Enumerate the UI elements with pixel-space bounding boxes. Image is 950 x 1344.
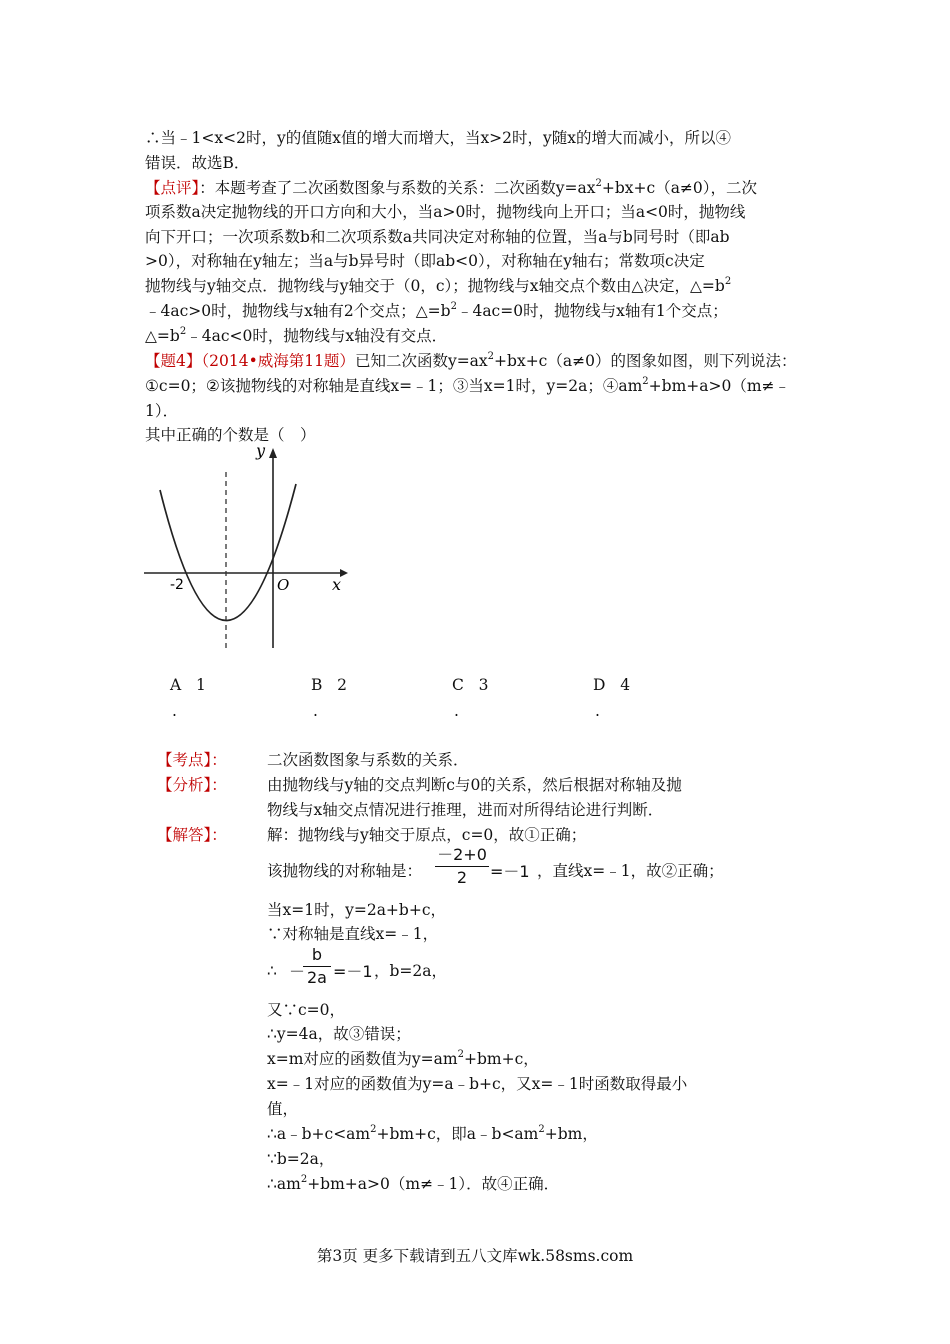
y-axis-label: y	[256, 442, 266, 460]
x-axis-arrow-icon	[340, 569, 348, 577]
superscript: 2	[487, 351, 495, 362]
problem-line-3: 1）．	[145, 402, 179, 420]
comment-line-6	[145, 299, 728, 324]
fraction-2-minus: －	[289, 962, 306, 981]
fenxi-line-1: 由抛物线与y轴的交点判断c与0的关系，然后根据对称轴及抛	[267, 776, 682, 794]
jieda-line-4: ∵对称轴是直线x=﹣1，	[267, 925, 439, 943]
jieda-line-5b: ，b=2a，	[374, 962, 448, 980]
x-axis-label: x	[332, 575, 342, 594]
option-dot: .	[595, 702, 600, 720]
jieda-line-1: 解：抛物线与y轴交于原点，c=0，故①正确；	[267, 826, 587, 844]
fraction-1-bar	[435, 866, 489, 867]
superscript: 2	[450, 301, 457, 312]
page-footer: 第3页 更多下载请到五八文库wk.58sms.com	[316, 1247, 634, 1265]
superscript: 2	[538, 1124, 545, 1135]
comment-text: ：本题考查了二次函数图象与系数的关系：二次函数y=ax	[199, 179, 596, 197]
option-dot: .	[172, 702, 177, 720]
jieda-line-13	[267, 1172, 559, 1197]
jieda-text: +bm+c，	[464, 1050, 539, 1068]
jieda-text: +bm，	[544, 1125, 598, 1143]
comment-text: △=b	[145, 327, 180, 345]
option-a[interactable]	[170, 676, 206, 694]
superscript: 2	[595, 178, 602, 189]
problem-line-4: 其中正确的个数是（ ）	[145, 426, 316, 444]
jieda-text: +bm+a>0（m≠﹣1）．故④正确．	[307, 1175, 560, 1193]
superscript: 2	[457, 1049, 464, 1060]
comment-text: ﹣4ac>0时，抛物线与x轴有2个交点；△=b	[145, 302, 451, 320]
fraction-2-numerator: b	[311, 945, 323, 964]
kaodian-label: 【考点】：	[157, 751, 227, 769]
fraction-2	[303, 945, 331, 988]
fenxi-line-2: 物线与x轴交点情况进行推理，进而对所得结论进行判断．	[267, 801, 664, 819]
superscript: 2	[724, 276, 732, 287]
jieda-line-9: x=﹣1对应的函数值为y=a﹣b+c，又x=﹣1时函数取得最小	[267, 1075, 688, 1093]
option-letter: A	[170, 676, 182, 694]
jieda-line-2a: 该抛物线的对称轴是：	[267, 862, 423, 880]
comment-line-2: 项系数a决定抛物线的开口方向和大小，当a>0时，抛物线向上开口；当a<0时，抛物线	[145, 203, 746, 221]
fraction-1	[435, 845, 489, 888]
root-label: -2	[170, 577, 184, 593]
jieda-line-12: ∵b=2a，	[267, 1150, 335, 1168]
fraction-2-bar	[303, 966, 331, 967]
jieda-line-3: 当x=1时，y=2a+b+c，	[267, 901, 447, 919]
option-value: 4	[620, 676, 631, 694]
fraction-1-equals: =－1	[490, 862, 530, 881]
superscript: 2	[179, 326, 187, 337]
option-dot: .	[454, 702, 459, 720]
comment-line-3: 向下开口；一次项系数b和二次项系数a共同决定对称轴的位置，当a与b同号时（即ab	[145, 228, 730, 246]
option-c[interactable]	[452, 676, 489, 694]
comment-text: ﹣4ac<0时，抛物线与x轴没有交点．	[186, 327, 448, 345]
y-axis-arrow-icon	[269, 448, 277, 458]
comment-line-5	[145, 274, 731, 299]
fraction-1-numerator: －2+0	[437, 845, 487, 864]
option-value: 3	[478, 676, 489, 694]
fenxi-label: 【分析】：	[157, 776, 227, 794]
jieda-line-6: 又∵c=0，	[267, 1001, 346, 1019]
problem-text: ①c=0；②该抛物线的对称轴是直线x=﹣1；③当x=1时，y=2a；④am	[145, 377, 643, 395]
option-b[interactable]	[311, 676, 347, 694]
comment-text: +bx+c（a≠0），二次	[601, 179, 758, 197]
comment-label: 【点评】	[145, 179, 200, 197]
prev-line-1: ∴当﹣1<x<2时，y的值随x值的增大而增大，当x>2时，y随x的增大而减小，所以④	[145, 129, 732, 147]
prev-line-2: 错误．故选B．	[145, 154, 250, 172]
problem-line-1	[145, 349, 796, 374]
comment-line-1	[145, 176, 757, 201]
option-value: 1	[195, 676, 206, 694]
fraction-1-denominator: 2	[456, 868, 468, 887]
jieda-text: ∴am	[267, 1175, 301, 1193]
comment-line-7	[145, 324, 447, 349]
comment-text: 抛物线与y轴交点．抛物线与y轴交于（0，c）；抛物线与x轴交点个数由△决定，△=b	[145, 277, 725, 295]
problem-text: 已知二次函数y=ax	[354, 352, 488, 370]
problem-label: 【题4】	[145, 352, 202, 370]
comment-line-4: >0），对称轴在y轴左；当a与b异号时（即ab<0），对称轴在y轴右；常数项c决定	[145, 252, 705, 270]
parabola-graph	[140, 442, 350, 654]
fraction-2-denominator: 2a	[307, 968, 327, 987]
superscript: 2	[370, 1124, 377, 1135]
option-letter: C	[452, 676, 464, 694]
jieda-line-10: 值，	[267, 1100, 299, 1118]
jieda-line-11	[267, 1122, 598, 1147]
option-value: 2	[337, 676, 348, 694]
comment-text: ﹣4ac=0时，抛物线与x轴有1个交点；	[456, 302, 728, 320]
option-letter: B	[311, 676, 323, 694]
jieda-text: x=m对应的函数值为y=am	[267, 1050, 458, 1068]
jieda-label: 【解答】：	[157, 826, 227, 844]
jieda-line-2b: ，直线x=﹣1，故②正确；	[537, 862, 724, 880]
problem-text: +bm+a>0（m≠﹣	[648, 377, 791, 395]
option-dot: .	[313, 702, 318, 720]
kaodian-text: 二次函数图象与系数的关系．	[267, 751, 469, 769]
problem-text: +bx+c（a≠0）的图象如图，则下列说法：	[494, 352, 797, 370]
superscript: 2	[642, 376, 649, 387]
option-letter: D	[593, 676, 606, 694]
option-d[interactable]	[593, 676, 630, 694]
problem-line-2	[145, 374, 790, 399]
jieda-line-7: ∴y=4a，故③错误；	[267, 1025, 411, 1043]
fraction-2-equals: =－1	[333, 962, 373, 981]
parabola-curve	[160, 484, 296, 621]
jieda-line-5a: ∴	[267, 962, 277, 980]
superscript: 2	[300, 1174, 308, 1185]
jieda-line-8	[267, 1047, 539, 1072]
jieda-text: +bm+c，即a﹣b<am	[376, 1125, 539, 1143]
jieda-text: ∴a﹣b+c<am	[267, 1125, 371, 1143]
problem-source: （2014•威海第11题）	[201, 352, 355, 370]
origin-label: O	[277, 576, 290, 594]
